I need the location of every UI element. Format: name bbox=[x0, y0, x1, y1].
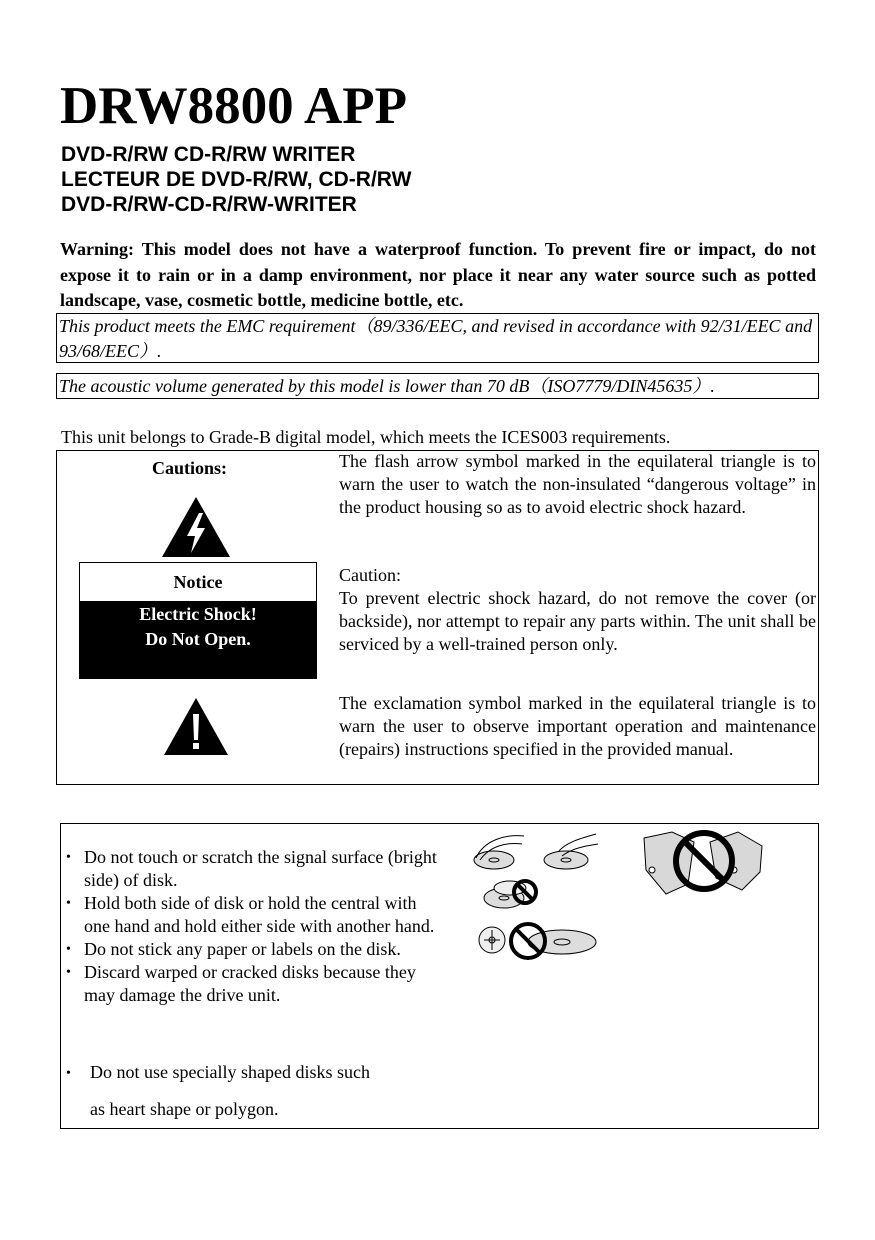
caution-description: To prevent electric shock hazard, do not remove the cover (or backside), nor attempt to repair any parts within. The unit shall be serviced by a well-trained person only. bbox=[339, 588, 816, 654]
subtitle-german: DVD-R/RW-CD-R/RW-WRITER bbox=[61, 193, 357, 216]
acoustic-notice-box bbox=[56, 373, 819, 399]
notice-black-panel bbox=[80, 601, 316, 678]
list-item: • Do not touch or scratch the signal surface (bright side) of disk. bbox=[66, 847, 437, 890]
subtitle-english: DVD-R/RW CD-R/RW WRITER bbox=[61, 143, 356, 166]
list-item-bullet: • bbox=[66, 1066, 71, 1081]
emc-notice-text: This product meets the EMC requirement（89/336/EEC, and revised in accordance with 92/31/EEC and 93/68/EEC）. bbox=[59, 316, 813, 361]
notice-label: Notice bbox=[173, 572, 223, 592]
list-item: • Hold both side of disk or hold the central with one hand and hold either side with another hand. bbox=[66, 893, 435, 936]
electric-shock-warning-icon bbox=[160, 495, 232, 558]
subtitle-french: LECTEUR DE DVD-R/RW, CD-R/RW bbox=[61, 168, 412, 191]
shaped-disc-prohibited-icon bbox=[638, 828, 766, 900]
disc-care-list bbox=[62, 846, 442, 1007]
waterproof-warning: Warning: This model does not have a waterproof function. To prevent fire or impact, do not expose it to rain or in a damp environment, nor place it near any water source such as potted landscape, vase, cosmetic bottle, medicine bottle, etc. bbox=[60, 239, 816, 310]
grade-notice: This unit belongs to Grade-B digital model, which meets the ICES003 requirements. bbox=[61, 427, 671, 447]
cautions-title: Cautions: bbox=[152, 458, 228, 478]
exclamation-warning-icon bbox=[162, 696, 230, 757]
list-item-shaped-disks-line-2: as heart shape or polygon. bbox=[90, 1099, 279, 1119]
disc-handling-illustration bbox=[466, 830, 606, 970]
flash-symbol-description: The flash arrow symbol marked in the equilateral triangle is to warn the user to watch the non-insulated “dangerous voltage” in the product housing so as to avoid electric shock hazard. bbox=[339, 451, 816, 517]
list-item-shaped-disks-line-1: Do not use specially shaped disks such bbox=[90, 1062, 370, 1082]
notice-line-1: Electric Shock! bbox=[139, 604, 257, 624]
notice-line-2: Do Not Open. bbox=[145, 629, 251, 649]
acoustic-notice-text: The acoustic volume generated by this model is lower than 70 dB（ISO7779/DIN45635）. bbox=[59, 376, 715, 396]
caution-label: Caution: bbox=[339, 565, 401, 585]
notice-label-box bbox=[79, 562, 317, 679]
list-item: • Discard warped or cracked disks because they may damage the drive unit. bbox=[66, 962, 416, 1005]
document-title: DRW8800 APP bbox=[60, 77, 408, 135]
emc-notice-box bbox=[56, 313, 819, 363]
list-item: • Do not stick any paper or labels on the disk. bbox=[66, 939, 401, 959]
exclamation-symbol-description: The exclamation symbol marked in the equilateral triangle is to warn the user to observe important operation and maintenance (repairs) instructions specified in the provided manual. bbox=[339, 693, 816, 759]
